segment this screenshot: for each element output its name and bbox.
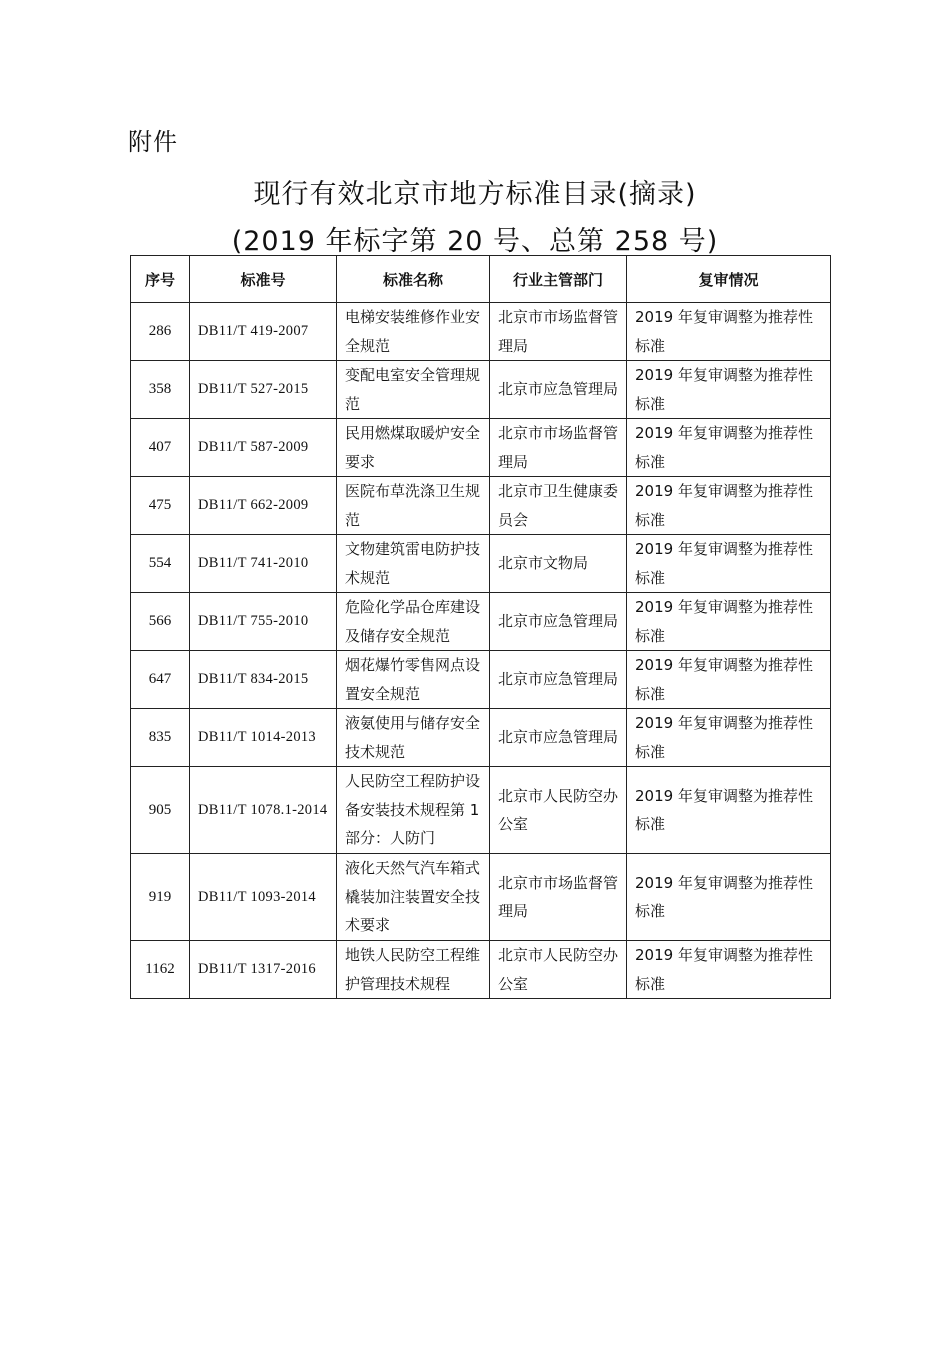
- cell-seq: 919: [131, 854, 190, 941]
- cell-code: DB11/T 755-2010: [190, 593, 337, 651]
- column-header-dept: 行业主管部门: [490, 256, 627, 303]
- cell-dept: 北京市应急管理局: [490, 709, 627, 767]
- cell-name: 变配电室安全管理规范: [337, 361, 490, 419]
- cell-review: 2019 年复审调整为推荐性标准: [627, 651, 831, 709]
- table-row: [131, 593, 831, 651]
- cell-name: 医院布草洗涤卫生规范: [337, 477, 490, 535]
- cell-review: 2019 年复审调整为推荐性标准: [627, 535, 831, 593]
- cell-code: DB11/T 1078.1-2014: [190, 767, 337, 854]
- table-row: [131, 709, 831, 767]
- document-title: 现行有效北京市地方标准目录(摘录): [253, 179, 697, 210]
- cell-name: 人民防空工程防护设备安装技术规程第 1 部分：人防门: [337, 767, 490, 854]
- cell-name: 液氨使用与储存安全技术规范: [337, 709, 490, 767]
- cell-seq: 475: [131, 477, 190, 535]
- table-row: [131, 651, 831, 709]
- table-row: [131, 941, 831, 999]
- cell-seq: 554: [131, 535, 190, 593]
- cell-name: 液化天然气汽车箱式橇装加注装置安全技术要求: [337, 854, 490, 941]
- cell-dept: 北京市市场监督管理局: [490, 854, 627, 941]
- cell-review: 2019 年复审调整为推荐性标准: [627, 854, 831, 941]
- cell-code: DB11/T 587-2009: [190, 419, 337, 477]
- cell-review: 2019 年复审调整为推荐性标准: [627, 303, 831, 361]
- table-row: [131, 303, 831, 361]
- cell-dept: 北京市人民防空办公室: [490, 941, 627, 999]
- cell-code: DB11/T 1093-2014: [190, 854, 337, 941]
- document-subtitle: (2019 年标字第 20 号、总第 258 号): [231, 226, 719, 257]
- table-row: [131, 854, 831, 941]
- cell-review: 2019 年复审调整为推荐性标准: [627, 477, 831, 535]
- cell-seq: 1162: [131, 941, 190, 999]
- cell-seq: 358: [131, 361, 190, 419]
- cell-name: 烟花爆竹零售网点设置安全规范: [337, 651, 490, 709]
- cell-review: 2019 年复审调整为推荐性标准: [627, 593, 831, 651]
- column-header-seq: 序号: [131, 256, 190, 303]
- cell-dept: 北京市卫生健康委员会: [490, 477, 627, 535]
- cell-name: 民用燃煤取暖炉安全要求: [337, 419, 490, 477]
- cell-dept: 北京市应急管理局: [490, 593, 627, 651]
- cell-name: 文物建筑雷电防护技术规范: [337, 535, 490, 593]
- cell-review: 2019 年复审调整为推荐性标准: [627, 767, 831, 854]
- cell-seq: 407: [131, 419, 190, 477]
- cell-seq: 835: [131, 709, 190, 767]
- cell-dept: 北京市文物局: [490, 535, 627, 593]
- column-header-code: 标准号: [190, 256, 337, 303]
- cell-review: 2019 年复审调整为推荐性标准: [627, 419, 831, 477]
- cell-name: 地铁人民防空工程维护管理技术规程: [337, 941, 490, 999]
- cell-dept: 北京市市场监督管理局: [490, 303, 627, 361]
- table-row: [131, 535, 831, 593]
- cell-code: DB11/T 662-2009: [190, 477, 337, 535]
- cell-review: 2019 年复审调整为推荐性标准: [627, 709, 831, 767]
- standards-table: [130, 255, 831, 999]
- cell-review: 2019 年复审调整为推荐性标准: [627, 941, 831, 999]
- cell-code: DB11/T 1317-2016: [190, 941, 337, 999]
- cell-review: 2019 年复审调整为推荐性标准: [627, 361, 831, 419]
- cell-dept: 北京市市场监督管理局: [490, 419, 627, 477]
- cell-seq: 647: [131, 651, 190, 709]
- cell-name: 危险化学品仓库建设及储存安全规范: [337, 593, 490, 651]
- cell-code: DB11/T 527-2015: [190, 361, 337, 419]
- cell-seq: 286: [131, 303, 190, 361]
- table-header-row: [131, 256, 831, 303]
- cell-code: DB11/T 834-2015: [190, 651, 337, 709]
- cell-name: 电梯安装维修作业安全规范: [337, 303, 490, 361]
- table-row: [131, 419, 831, 477]
- table-row: [131, 361, 831, 419]
- cell-code: DB11/T 741-2010: [190, 535, 337, 593]
- cell-seq: 566: [131, 593, 190, 651]
- table-row: [131, 767, 831, 854]
- cell-code: DB11/T 1014-2013: [190, 709, 337, 767]
- column-header-review: 复审情况: [627, 256, 831, 303]
- cell-seq: 905: [131, 767, 190, 854]
- cell-dept: 北京市应急管理局: [490, 361, 627, 419]
- cell-dept: 北京市应急管理局: [490, 651, 627, 709]
- column-header-name: 标准名称: [337, 256, 490, 303]
- table-row: [131, 477, 831, 535]
- cell-dept: 北京市人民防空办公室: [490, 767, 627, 854]
- attachment-label: 附件: [128, 128, 178, 156]
- cell-code: DB11/T 419-2007: [190, 303, 337, 361]
